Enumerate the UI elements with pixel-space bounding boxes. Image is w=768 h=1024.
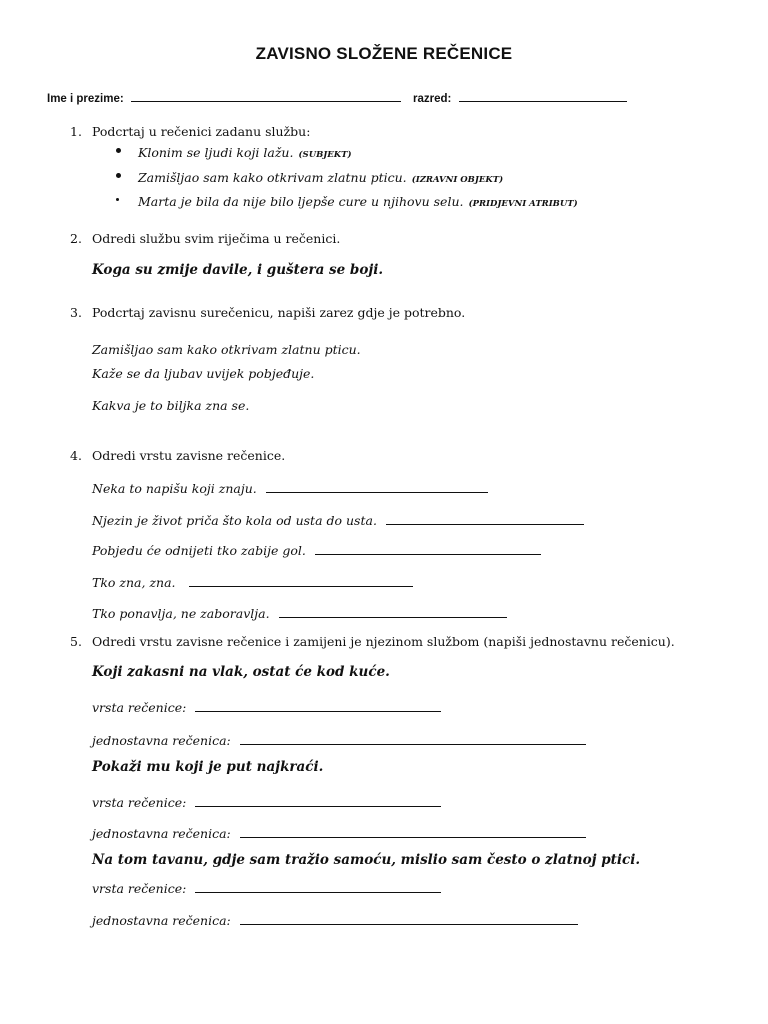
answer-blank[interactable] — [240, 732, 586, 745]
answer-blank[interactable] — [195, 880, 441, 893]
page-title: ZAVISNO SLOŽENE REČENICE — [255, 44, 513, 63]
bullet-icon — [116, 148, 121, 153]
q5-sentence: Pokaži mu koji je put najkraći. — [92, 759, 324, 775]
simple-label: jednostavna rečenica: — [92, 913, 231, 928]
q5-simple-row — [92, 730, 586, 749]
q5-instruction: Odredi vrstu zavisne rečenice i zamijeni je njezinom službom (napiši jednostavnu rečenicu). — [92, 634, 675, 649]
q4-row — [92, 510, 584, 529]
q1-item — [138, 191, 578, 210]
class-label: razred: — [413, 93, 452, 105]
q2-instruction: Odredi službu svim riječima u rečenici. — [92, 231, 341, 246]
q5-number: 5. — [70, 634, 82, 649]
answer-blank[interactable] — [315, 542, 541, 555]
q3-sentence: Kaže se da ljubav uvijek pobjeđuje. — [92, 366, 315, 381]
answer-blank[interactable] — [195, 794, 441, 807]
answer-blank[interactable] — [240, 825, 586, 838]
type-label: vrsta rečenice: — [92, 795, 187, 810]
bullet-icon — [116, 173, 121, 178]
q4-instruction: Odredi vrstu zavisne rečenice. — [92, 448, 286, 463]
q4-sentence: Tko zna, zna. — [92, 575, 176, 590]
q1-item-sentence: Marta je bila da nije bilo ljepše cure u njihovu selu. — [138, 194, 464, 209]
simple-label: jednostavna rečenica: — [92, 826, 231, 841]
answer-blank[interactable] — [189, 574, 413, 587]
q3-number: 3. — [70, 305, 82, 320]
q5-simple-row — [92, 910, 578, 929]
q4-sentence: Njezin je život priča što kola od usta do usta. — [92, 513, 377, 528]
q4-number: 4. — [70, 448, 82, 463]
type-label: vrsta rečenice: — [92, 700, 187, 715]
q1-item-tag: (SUBJEKT) — [298, 150, 352, 160]
class-blank[interactable] — [459, 90, 627, 102]
answer-blank[interactable] — [386, 512, 584, 525]
simple-label: jednostavna rečenica: — [92, 733, 231, 748]
q1-item — [138, 167, 503, 186]
answer-blank[interactable] — [266, 480, 488, 493]
q5-type-row — [92, 792, 441, 811]
bullet-icon — [116, 198, 119, 201]
q4-row — [92, 572, 413, 591]
q1-item-sentence: Klonim se ljudi koji lažu. — [138, 145, 294, 160]
q5-sentence: Koji zakasni na vlak, ostat će kod kuće. — [92, 664, 390, 680]
q5-sentence: Na tom tavanu, gdje sam tražio samoću, mislio sam često o zlatnoj ptici. — [92, 852, 641, 868]
q1-instruction: Podcrtaj u rečenici zadanu službu: — [92, 124, 311, 139]
q4-sentence: Tko ponavlja, ne zaboravlja. — [92, 606, 270, 621]
q1-number: 1. — [70, 124, 82, 139]
q2-sentence: Koga su zmije davile, i guštera se boji. — [92, 262, 384, 278]
answer-blank[interactable] — [195, 699, 441, 712]
q3-sentence: Kakva je to biljka zna se. — [92, 398, 250, 413]
q1-item-sentence: Zamišljao sam kako otkrivam zlatnu pticu. — [138, 170, 407, 185]
name-field-row — [47, 90, 401, 105]
q4-sentence: Pobjedu će odnijeti tko zabije gol. — [92, 543, 306, 558]
q2-number: 2. — [70, 231, 82, 246]
answer-blank[interactable] — [240, 912, 578, 925]
name-blank[interactable] — [131, 90, 401, 102]
class-field-row — [413, 90, 627, 105]
type-label: vrsta rečenice: — [92, 881, 187, 896]
q4-row — [92, 540, 541, 559]
q4-row — [92, 603, 507, 622]
q5-type-row — [92, 878, 441, 897]
q1-item-tag: (IZRAVNI OBJEKT) — [411, 175, 504, 185]
q3-instruction: Podcrtaj zavisnu surečenicu, napiši zarez gdje je potrebno. — [92, 305, 466, 320]
q1-item-tag: (PRIDJEVNI ATRIBUT) — [468, 199, 578, 209]
q1-item — [138, 142, 352, 161]
q4-sentence: Neka to napišu koji znaju. — [92, 481, 257, 496]
q4-row — [92, 478, 488, 497]
q5-simple-row — [92, 823, 586, 842]
answer-blank[interactable] — [279, 605, 507, 618]
q3-sentence: Zamišljao sam kako otkrivam zlatnu pticu. — [92, 342, 361, 357]
q5-type-row — [92, 697, 441, 716]
name-label: Ime i prezime: — [47, 93, 124, 105]
